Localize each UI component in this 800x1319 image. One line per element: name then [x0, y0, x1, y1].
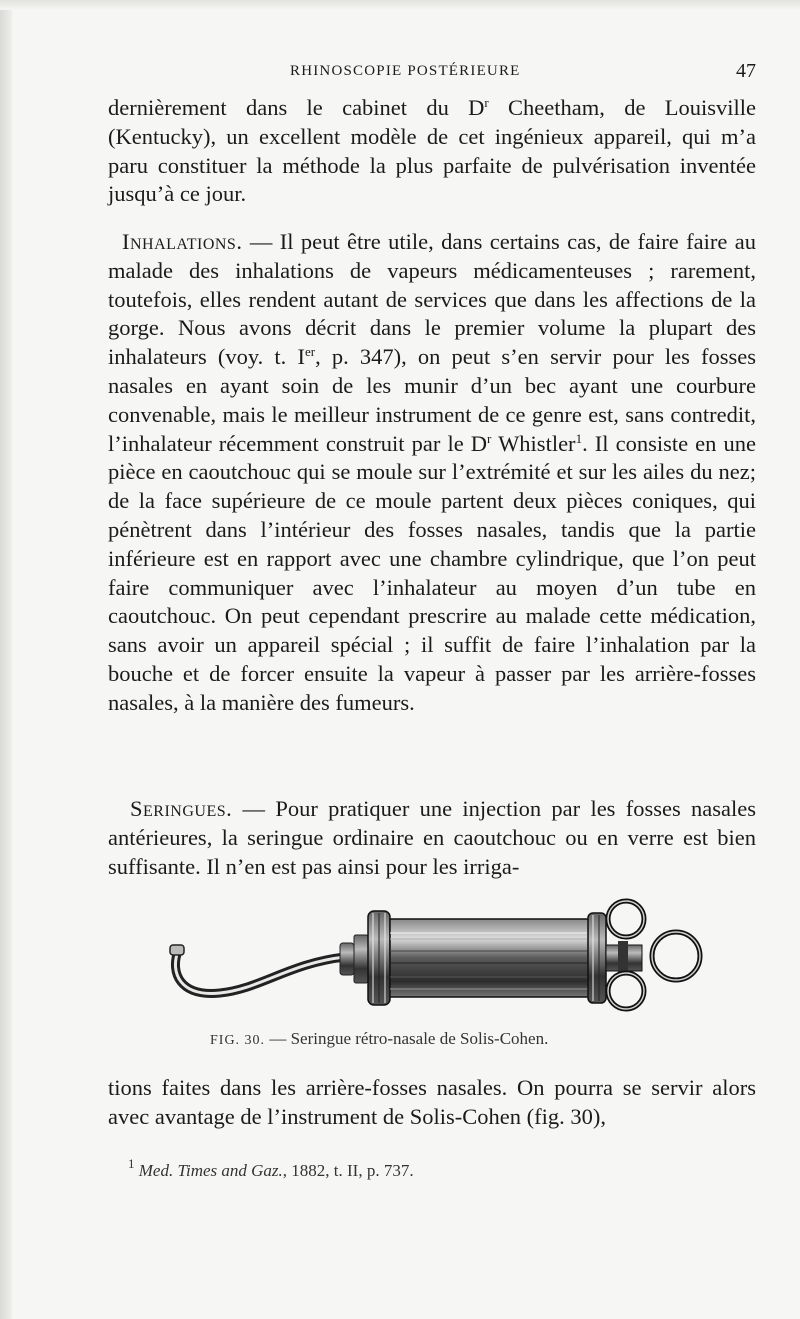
page-top-shadow [0, 0, 800, 10]
inhalations-text-d: . Il consiste en une pièce en caoutchouc qui se moule sur l’extrémité et sur les ailes du nez; de la face supérieure de ce moule partent deux pièces coniques, qui pénètrent dans l’intérieur des fosses nasales, tandis que la partie inférieure est en rapport avec une chambre cylindrique, que l’on peut faire communiquer avec l’inhalateur au moyen d’un tube en caoutchouc. On peut cependant prescrire au malade cette médication, sans avoir un appareil spécial ; il suffit de faire l’inhalation par la bouche et de forcer ensuite la vapeur à passer par les arrière-fosses nasales, à la manière des fumeurs. [108, 430, 756, 715]
figure-caption [210, 1029, 670, 1049]
paragraph-1 [108, 94, 756, 209]
inhalations-text-a: — Il peut être utile, dans certains cas, de faire faire au malade des inhalations de vapeurs médicamenteuses ; rarement, toutefois, elles rendent autant de services que dans les affections de la gorge. Nous avons décrit dans le premier volume la plupart des inhalateurs (voy. t. I [108, 229, 756, 370]
continuation-text: tions faites dans les arrière-fosses nasales. On pourra se servir alors avec avantage de l’instrument de Solis-Cohen (fig. 30), [108, 1075, 756, 1129]
footnote-marker: 1 [128, 1156, 135, 1171]
syringe-illustration [150, 893, 710, 1013]
running-title: RHINOSCOPIE POSTÉRIEURE [290, 63, 521, 79]
page-number: 47 [736, 60, 756, 82]
section-heading-seringues: Seringues. [130, 796, 233, 821]
syringe-barrel [368, 911, 606, 1005]
footnote-details: , 1882, t. II, p. 737. [282, 1161, 414, 1180]
curved-nozzle [170, 945, 345, 993]
paragraph-continuation [108, 1074, 756, 1132]
inhalations-sup-2: r [487, 430, 492, 446]
paragraph-seringues [108, 795, 756, 881]
inhalations-sup-1: er [304, 344, 316, 360]
paragraph-1-text-b: Cheetham, de Louisville (Kentucky), un excellent modèle de cet ingénieux appareil, qui m’a paru constituer la méthode la plus parfaite de pulvérisation inventée jusqu’à ce jour. [108, 95, 756, 207]
footnote [128, 1156, 414, 1181]
figure-label: FIG. 30. [210, 1033, 266, 1048]
figure-30 [150, 893, 710, 1013]
plunger-rod [606, 941, 642, 975]
inhalations-text-b: , p. 347), on peut s’en servir pour les fosses nasales en ayant soin de les munir d’un bec ayant une courbure convenable, mais le meilleur instrument de ce genre est, sans contredit, l’inhalateur récemment construit par le D [108, 344, 756, 456]
page-edge-shadow [0, 0, 12, 1319]
nozzle-collar [340, 935, 368, 983]
seringues-text: — Pour pratiquer une injection par les fosses nasales antérieures, la seringue ordinaire en caoutchouc ou en verre est bien suffisante. Il n’en est pas ainsi pour les irriga- [108, 796, 756, 879]
page-header [108, 60, 756, 87]
paragraph-inhalations [108, 228, 756, 718]
footnote-reference[interactable]: 1 [575, 430, 583, 446]
section-heading-inhalations: Inhalations. [122, 229, 243, 254]
inhalations-text-c: Whistler [491, 430, 576, 456]
paragraph-1-text-a: dernièrement dans le cabinet du D [108, 95, 485, 120]
paragraph-1-sup: r [484, 95, 489, 110]
figure-caption-text: — Seringue rétro-nasale de Solis-Cohen. [265, 1029, 549, 1048]
footnote-source: Med. Times and Gaz. [138, 1161, 283, 1180]
